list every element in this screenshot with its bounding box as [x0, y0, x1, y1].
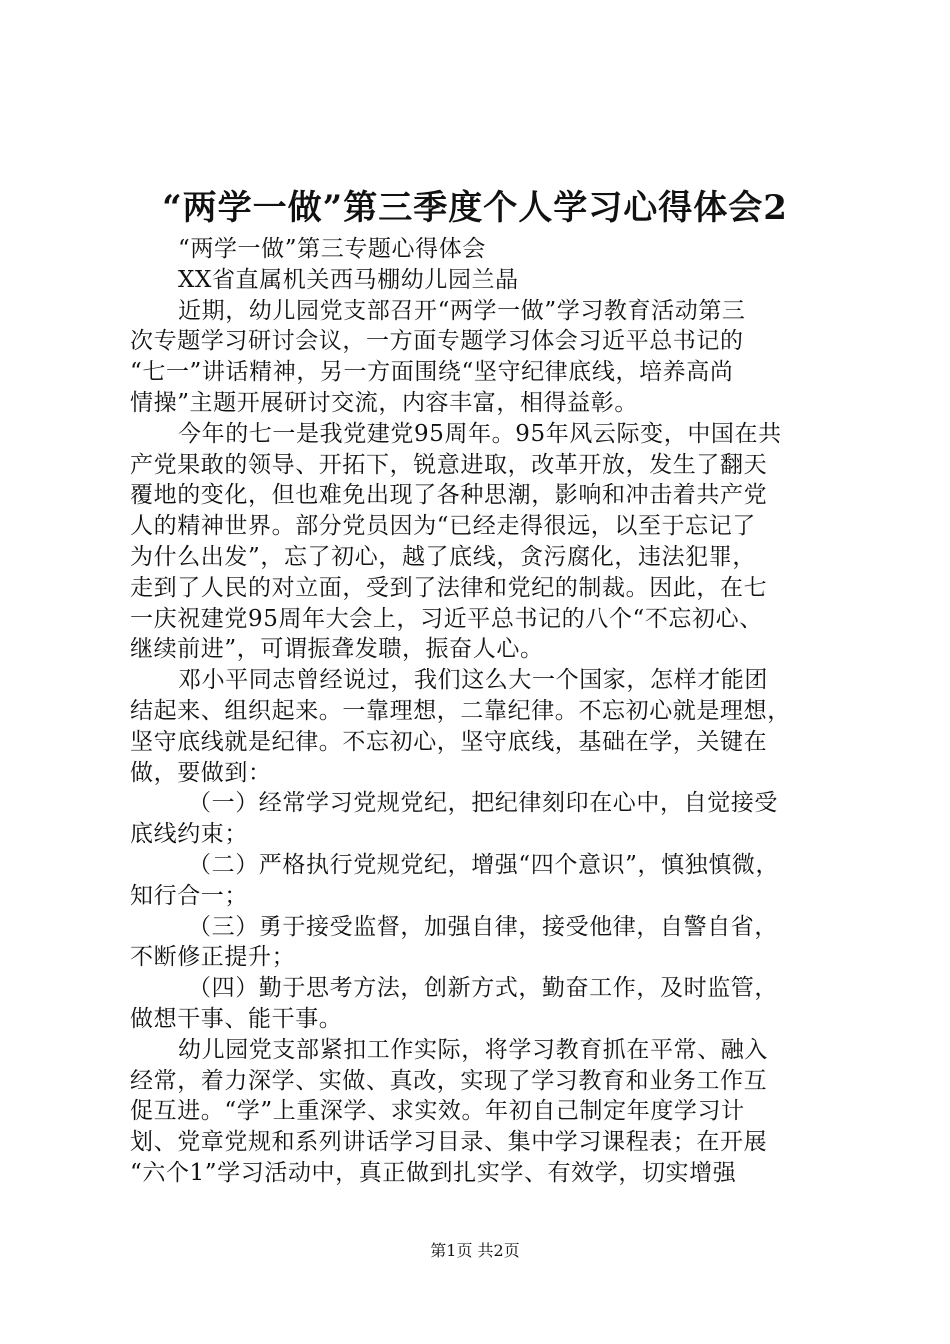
paragraph-line: 今年的七一是我党建党95周年。95年风云际变，中国在共 [178, 420, 782, 447]
paragraph-line: 结起来、组织起来。一靠理想，二靠纪律。不忘初心就是理想， [130, 697, 791, 724]
list-item-line: 底线约束； [130, 821, 248, 848]
page-footer [0, 1240, 950, 1262]
paragraph-line: 幼儿园党支部紧扣工作实际，将学习教育抓在平常、融入 [178, 1036, 768, 1063]
paragraph-line: 经常，着力深学、实做、真改，实现了学习教育和业务工作互 [130, 1067, 768, 1094]
document-body [130, 234, 830, 1189]
list-item-line: （三）勇于接受监督，加强自律，接受他律，自警自省， [188, 913, 778, 940]
paragraph-line: 为什么出发”，忘了初心，越了底线，贪污腐化，违法犯罪， [130, 543, 756, 570]
list-item-line: （一）经常学习党规党纪，把纪律刻印在心中，自觉接受 [188, 790, 778, 817]
paragraph-line: 坚守底线就是纪律。不忘初心，坚守底线，基础在学，关键在 [130, 728, 768, 755]
paragraph-line: 覆地的变化，但也难免出现了各种思潮，影响和冲击着共产党 [130, 482, 768, 509]
list-item-line: 不断修正提升； [130, 944, 296, 971]
paragraph-line: 近期，幼儿园党支部召开“两学一做”学习教育活动第三 [178, 297, 746, 324]
paragraph-line: 情操”主题开展研讨交流，内容丰富，相得益彰。 [130, 389, 638, 416]
list-item-line: （四）勤于思考方法，创新方式，勤奋工作，及时监管， [188, 975, 778, 1002]
paragraph-line: 走到了人民的对立面，受到了法律和党纪的制裁。因此，在七 [130, 574, 768, 601]
page-total: 共2页 [477, 1241, 520, 1260]
list-item-line: 做想干事、能干事。 [130, 1005, 343, 1032]
list-item-line: （二）严格执行党规党纪，增强“四个意识”，慎独慎微， [188, 851, 780, 878]
paragraph-line: 人的精神世界。部分党员因为“已经走得很远，以至于忘记了 [130, 513, 756, 540]
page-number: 第1页 [430, 1241, 473, 1260]
paragraph-line: “六个1”学习活动中，真正做到扎实学、有效学，切实增强 [130, 1159, 737, 1186]
paragraph-line: 划、党章党规和系列讲话学习目录、集中学习课程表；在开展 [130, 1129, 768, 1156]
document-title: “两学一做”第三季度个人学习心得体会2 [162, 188, 788, 228]
paragraph-line: 一庆祝建党95周年大会上，习近平总书记的八个“不忘初心、 [130, 605, 763, 632]
paragraph-line: 促互进。“学”上重深学、求实效。年初自己制定年度学习计 [130, 1098, 745, 1125]
paragraph-line: 邓小平同志曾经说过，我们这么大一个国家，怎样才能团 [178, 667, 768, 694]
paragraph-line: 做，要做到： [130, 759, 272, 786]
paragraph-line: 产党果敢的领导、开拓下，锐意进取，改革开放，发生了翻天 [130, 451, 768, 478]
paragraph-line: 次专题学习研讨会议，一方面专题学习体会习近平总书记的 [130, 328, 744, 355]
author-line: XX省直属机关西马棚幼儿园兰晶 [178, 266, 519, 293]
subtitle-line: “两学一做”第三专题心得体会 [178, 236, 486, 262]
paragraph-line: 继续前进”，可谓振聋发聩，振奋人心。 [130, 636, 544, 663]
list-item-line: 知行合一； [130, 882, 248, 909]
paragraph-line: “七一”讲话精神，另一方面围绕“坚守纪律底线，培养高尚 [130, 359, 734, 386]
